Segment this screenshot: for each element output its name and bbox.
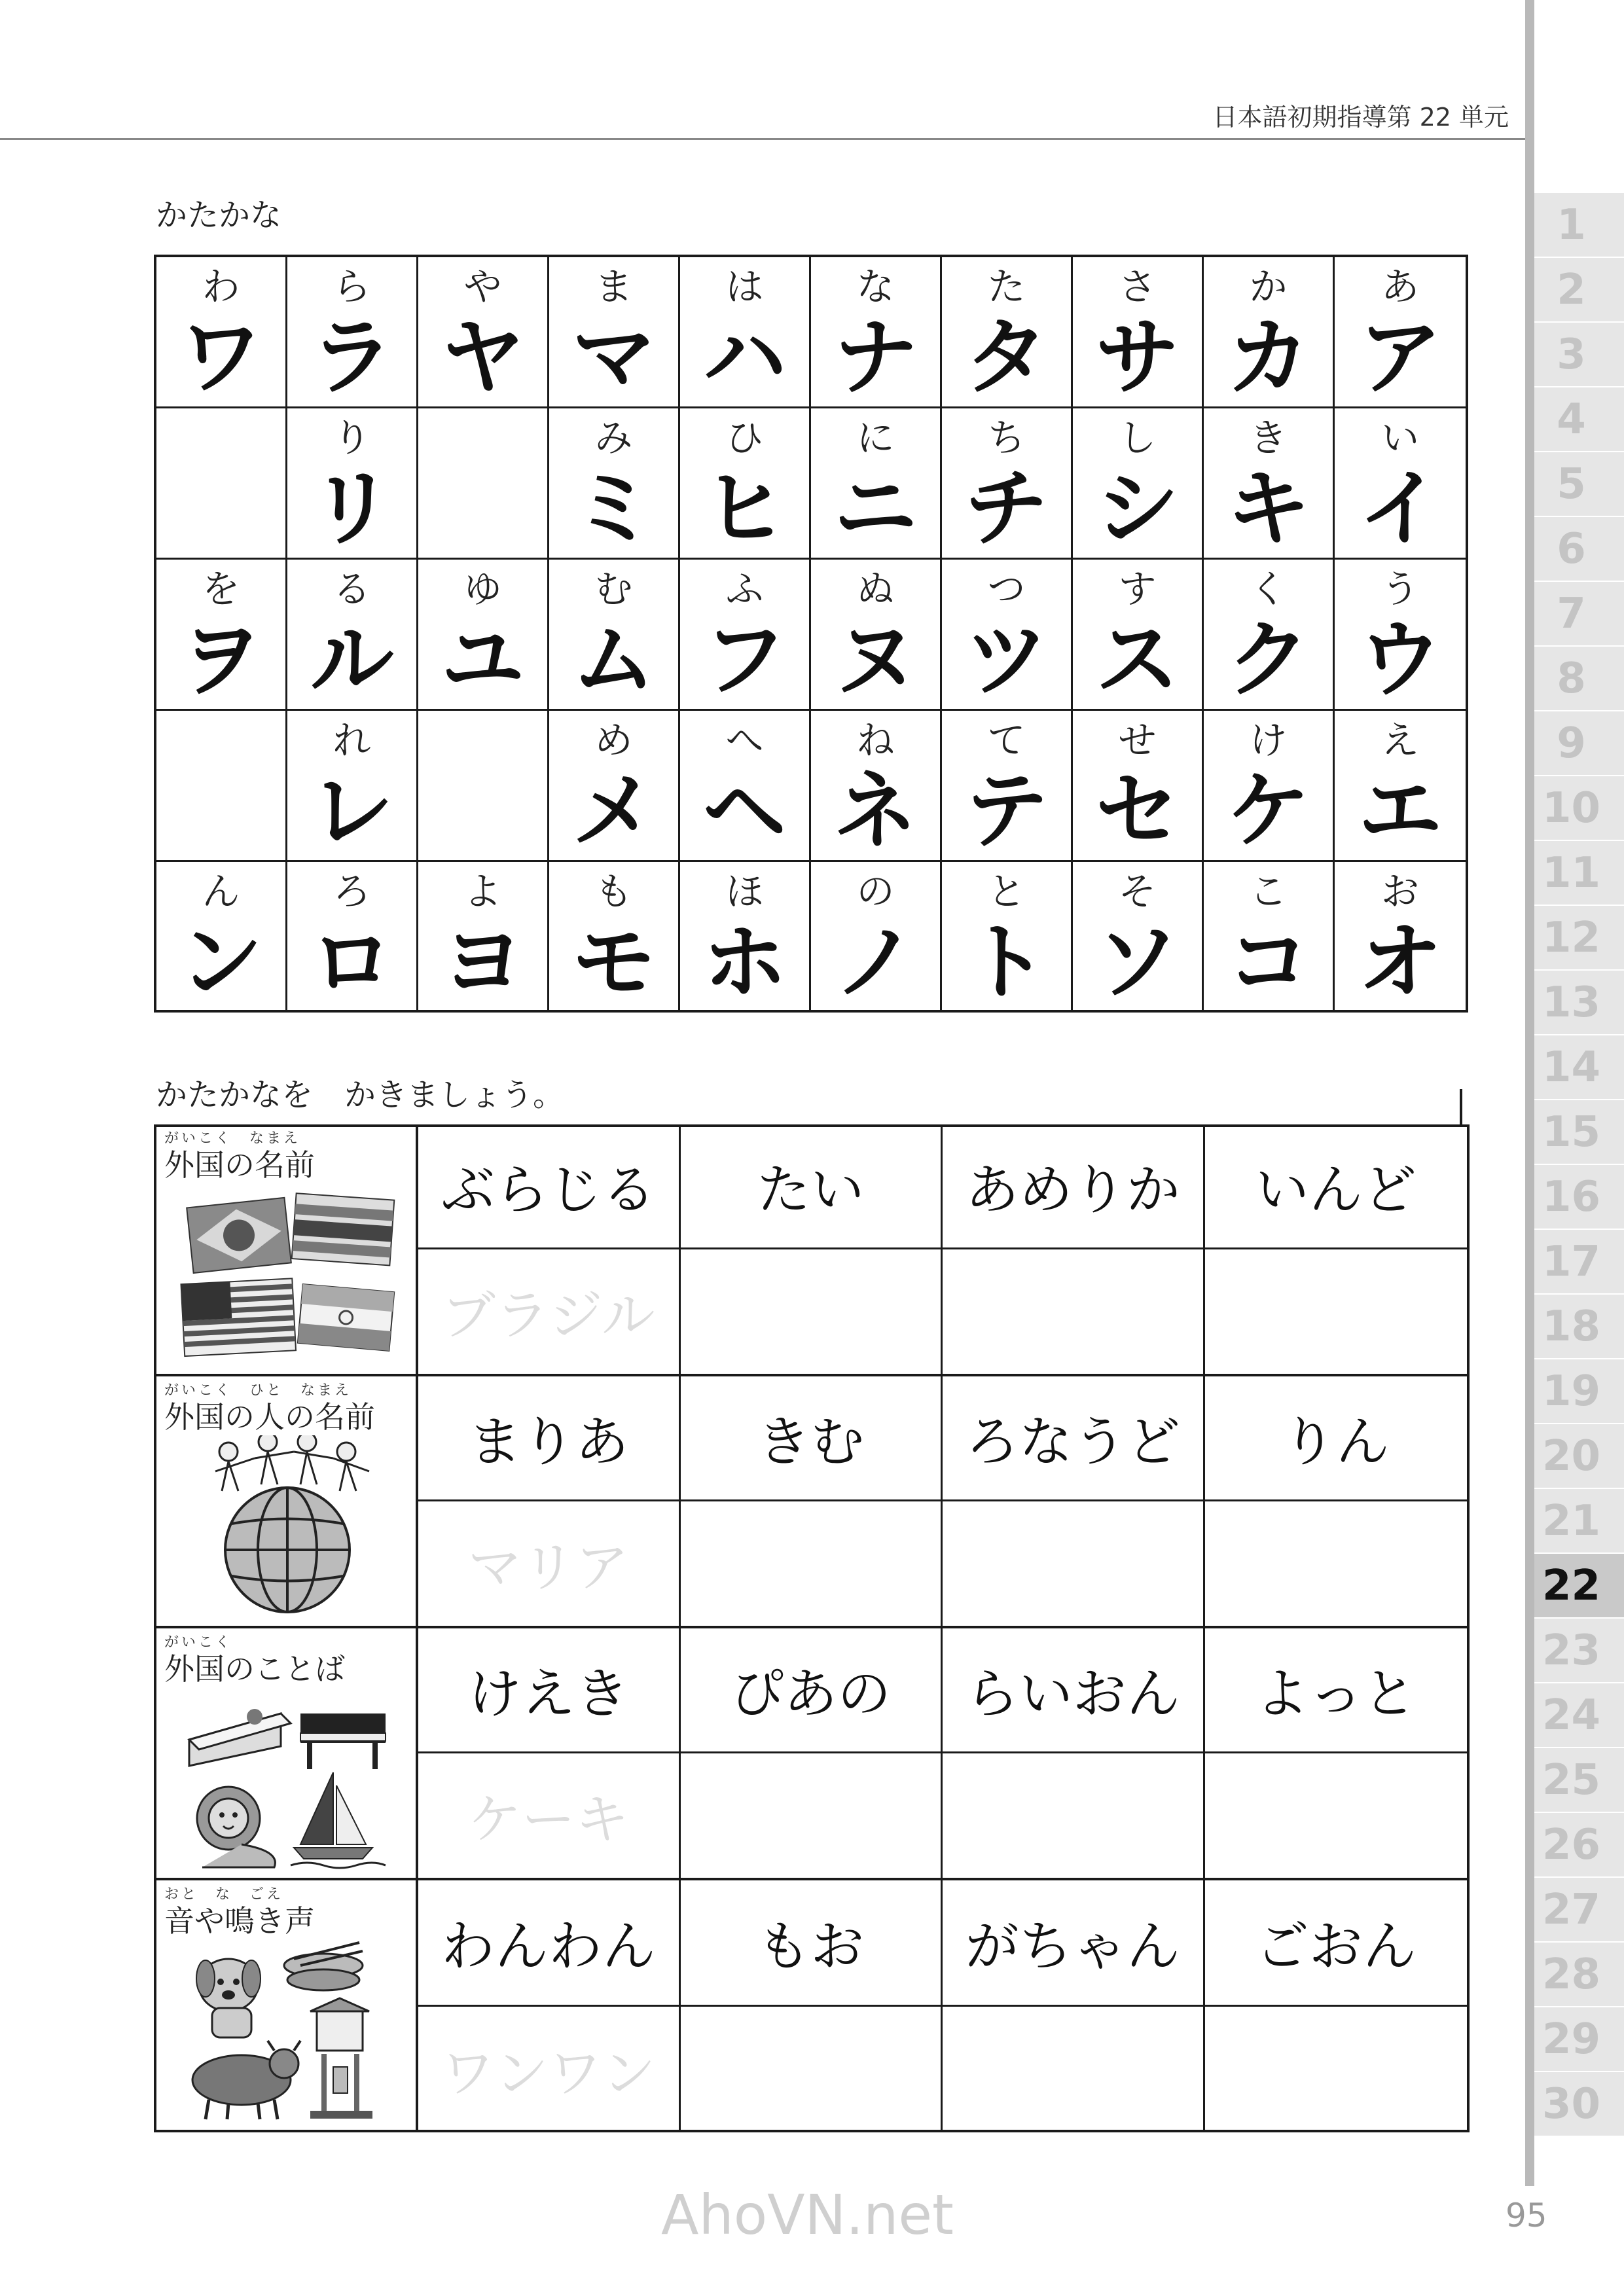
hiragana-word-cell xyxy=(943,1376,1205,1501)
hiragana-label: た xyxy=(987,264,1026,309)
unit-tab-1[interactable]: 1 xyxy=(1534,193,1624,258)
hiragana-label: さ xyxy=(1118,264,1157,309)
kana-cell xyxy=(418,408,549,560)
kana-cell xyxy=(549,408,680,560)
hiragana-word-cell xyxy=(418,1628,681,1753)
katakana-char: ミ xyxy=(571,459,656,558)
kana-cell xyxy=(811,711,942,862)
hiragana-word: がちゃん xyxy=(965,1916,1180,1979)
katakana-char: リ xyxy=(310,459,394,558)
hiragana-word-cell xyxy=(418,1880,681,2007)
kana-cell xyxy=(418,862,549,1011)
hiragana-label: る xyxy=(333,567,371,611)
hiragana-word: いんど xyxy=(1255,1159,1416,1222)
unit-tab-7[interactable]: 7 xyxy=(1534,582,1624,647)
katakana-char: ヨ xyxy=(441,913,525,1011)
category-title: 外国の人の名前 xyxy=(164,1399,375,1435)
unit-tab-17[interactable]: 17 xyxy=(1534,1230,1624,1295)
kana-cell xyxy=(1335,408,1466,560)
kana-cell xyxy=(418,257,549,408)
writing-box[interactable] xyxy=(1205,2007,1468,2133)
katakana-char: ロ xyxy=(310,913,394,1011)
hiragana-label: ぬ xyxy=(856,567,895,611)
katakana-char: ツ xyxy=(964,611,1049,709)
kana-cell xyxy=(156,257,287,408)
hiragana-word: まりあ xyxy=(467,1411,629,1474)
hiragana-word: よっと xyxy=(1255,1663,1416,1726)
katakana-char: ト xyxy=(964,913,1049,1011)
hiragana-label: り xyxy=(333,416,371,460)
hiragana-word: りん xyxy=(1282,1411,1390,1474)
katakana-char: モ xyxy=(571,913,656,1011)
katakana-char: ン xyxy=(179,913,263,1011)
header-rule xyxy=(0,138,1525,140)
hiragana-label: つ xyxy=(987,567,1026,611)
unit-tab-16[interactable]: 16 xyxy=(1534,1165,1624,1230)
hiragana-word-cell xyxy=(681,1880,943,2007)
cake-piano-lion-yacht-illustration xyxy=(176,1687,399,1871)
category-cell xyxy=(156,1124,418,1374)
katakana-char: ア xyxy=(1358,308,1442,406)
hiragana-label: ほ xyxy=(725,869,764,914)
category-cell xyxy=(156,1376,418,1626)
writing-box[interactable] xyxy=(1205,1753,1468,1878)
katakana-char: ヤ xyxy=(441,308,525,406)
hiragana-label: か xyxy=(1249,264,1288,309)
category-title: 音や鳴き声 xyxy=(164,1903,315,1939)
katakana-char: キ xyxy=(1226,459,1310,558)
katakana-char: フ xyxy=(702,611,787,709)
katakana-char: ユ xyxy=(441,611,525,709)
katakana-char: イ xyxy=(1358,459,1442,558)
practice-group xyxy=(156,1124,1467,1376)
trace-example: マリア xyxy=(467,1537,629,1600)
page-number: 95 xyxy=(1506,2197,1547,2234)
unit-tab-20[interactable]: 20 xyxy=(1534,1424,1624,1489)
unit-tab-12[interactable]: 12 xyxy=(1534,906,1624,971)
kana-cell xyxy=(287,560,418,711)
kana-cell xyxy=(156,560,287,711)
unit-tab-6[interactable]: 6 xyxy=(1534,517,1624,582)
unit-tab-22[interactable]: 22 xyxy=(1534,1554,1624,1619)
kana-cell xyxy=(811,257,942,408)
hiragana-label: う xyxy=(1380,567,1419,611)
category-title: 外国の名前 xyxy=(164,1147,315,1183)
unit-tab-15[interactable]: 15 xyxy=(1534,1100,1624,1165)
hiragana-label: し xyxy=(1118,416,1157,460)
hiragana-label: は xyxy=(725,264,764,309)
hiragana-word-cell xyxy=(681,1628,943,1753)
kana-cell xyxy=(1204,560,1335,711)
katakana-char: ハ xyxy=(702,308,787,406)
kana-cell xyxy=(1335,257,1466,408)
kana-cell xyxy=(549,560,680,711)
dog-bowls-cow-bell-illustration xyxy=(176,1939,399,2123)
hiragana-word-cell xyxy=(943,1124,1205,1249)
kana-cell xyxy=(1204,257,1335,408)
writing-box[interactable] xyxy=(681,1753,943,1878)
hiragana-label: ち xyxy=(987,416,1026,460)
unit-tab-28[interactable]: 28 xyxy=(1534,1943,1624,2007)
hiragana-label: こ xyxy=(1249,869,1288,914)
writing-box[interactable] xyxy=(418,1501,681,1626)
hiragana-label: あ xyxy=(1380,264,1419,309)
hiragana-word-cell xyxy=(943,1880,1205,2007)
kana-cell xyxy=(680,711,811,862)
unit-tab-14[interactable]: 14 xyxy=(1534,1035,1624,1100)
hiragana-word: あめりか xyxy=(965,1159,1180,1222)
kana-cell xyxy=(549,711,680,862)
hiragana-word: ぶらじる xyxy=(441,1159,656,1222)
katakana-char: ソ xyxy=(1095,913,1180,1011)
kana-cell xyxy=(680,862,811,1011)
practice-group xyxy=(156,1376,1467,1628)
kana-cell xyxy=(156,711,287,862)
unit-tab-4[interactable]: 4 xyxy=(1534,387,1624,452)
writing-box[interactable] xyxy=(418,2007,681,2133)
unit-tab-23[interactable]: 23 xyxy=(1534,1619,1624,1683)
katakana-char: カ xyxy=(1226,308,1310,406)
katakana-char: ヒ xyxy=(702,459,787,558)
hiragana-word: けえき xyxy=(467,1663,629,1726)
hiragana-label: み xyxy=(594,416,633,460)
kana-cell xyxy=(1073,408,1204,560)
unit-tab-3[interactable]: 3 xyxy=(1534,323,1624,387)
kana-cell xyxy=(811,560,942,711)
hiragana-word: ぴあの xyxy=(730,1663,892,1726)
flags-illustration xyxy=(176,1183,399,1367)
katakana-char: ヲ xyxy=(179,611,263,709)
kana-cell xyxy=(1335,560,1466,711)
practice-group xyxy=(156,1628,1467,1880)
unit-tab-26[interactable]: 26 xyxy=(1534,1813,1624,1878)
hiragana-word: ごおん xyxy=(1255,1916,1416,1979)
hiragana-label: ま xyxy=(594,264,633,309)
hiragana-label: き xyxy=(1249,416,1288,460)
hiragana-label: な xyxy=(856,264,895,309)
katakana-char: タ xyxy=(964,308,1049,406)
kana-cell xyxy=(1335,862,1466,1011)
katakana-char: エ xyxy=(1358,762,1442,860)
katakana-char: ワ xyxy=(179,308,263,406)
globe-people-illustration xyxy=(176,1435,399,1619)
katakana-char: ノ xyxy=(833,913,918,1011)
writing-box[interactable] xyxy=(681,1501,943,1626)
hiragana-label: え xyxy=(1380,718,1419,762)
katakana-char: マ xyxy=(571,308,656,406)
hiragana-label: へ xyxy=(725,718,764,762)
section-title-katakana: かたかな xyxy=(156,197,282,234)
unit-tab-29[interactable]: 29 xyxy=(1534,2007,1624,2072)
unit-tab-27[interactable]: 27 xyxy=(1534,1878,1624,1943)
hiragana-word: らいおん xyxy=(965,1663,1180,1726)
kana-cell xyxy=(942,408,1073,560)
writing-box[interactable] xyxy=(418,1249,681,1374)
table-edge-tick xyxy=(1460,1089,1462,1126)
kana-cell xyxy=(1335,711,1466,862)
kana-cell xyxy=(418,711,549,862)
hiragana-label: そ xyxy=(1118,869,1157,914)
hiragana-word: きむ xyxy=(757,1411,865,1474)
writing-box[interactable] xyxy=(943,1753,1205,1878)
writing-box[interactable] xyxy=(943,1501,1205,1626)
hiragana-label: け xyxy=(1249,718,1288,762)
word-grid xyxy=(418,1628,1467,1878)
hiragana-label: ね xyxy=(856,718,895,762)
hiragana-word-cell xyxy=(943,1628,1205,1753)
hiragana-label: わ xyxy=(202,264,240,309)
hiragana-word: ろなうど xyxy=(965,1411,1180,1474)
hiragana-word-cell xyxy=(1205,1124,1468,1249)
hiragana-label: い xyxy=(1380,416,1419,460)
kana-cell xyxy=(1073,862,1204,1011)
hiragana-label: く xyxy=(1249,567,1288,611)
unit-tab-9[interactable]: 9 xyxy=(1534,711,1624,776)
kana-cell xyxy=(680,408,811,560)
unit-tab-8[interactable]: 8 xyxy=(1534,647,1624,711)
hiragana-word: たい xyxy=(757,1159,865,1222)
unit-tab-10[interactable]: 10 xyxy=(1534,776,1624,841)
unit-tab-19[interactable]: 19 xyxy=(1534,1359,1624,1424)
katakana-char: ウ xyxy=(1358,611,1442,709)
hiragana-word-cell xyxy=(1205,1628,1468,1753)
hiragana-label: ら xyxy=(333,264,371,309)
category-furigana: がいこく ひと なまえ xyxy=(164,1382,352,1399)
katakana-char: ス xyxy=(1095,611,1180,709)
katakana-char: ル xyxy=(310,611,394,709)
katakana-char: チ xyxy=(964,459,1049,558)
category-cell xyxy=(156,1880,418,2132)
hiragana-label: ふ xyxy=(725,567,764,611)
category-cell xyxy=(156,1628,418,1878)
unit-tab-25[interactable]: 25 xyxy=(1534,1748,1624,1813)
kana-cell xyxy=(156,408,287,560)
writing-box[interactable] xyxy=(681,2007,943,2133)
section-title-practice: かたかなを かきましょう。 xyxy=(156,1077,565,1113)
unit-tab-24[interactable]: 24 xyxy=(1534,1683,1624,1748)
kana-cell xyxy=(549,862,680,1011)
hiragana-label: の xyxy=(856,869,895,914)
practice-table xyxy=(154,1124,1470,2132)
unit-tab-18[interactable]: 18 xyxy=(1534,1295,1624,1359)
hiragana-label: に xyxy=(856,416,895,460)
katakana-char: ヘ xyxy=(702,762,787,860)
hiragana-label: め xyxy=(594,718,633,762)
kana-cell xyxy=(287,711,418,862)
hiragana-label: を xyxy=(202,567,240,611)
writing-box[interactable] xyxy=(1205,1501,1468,1626)
kana-cell xyxy=(287,408,418,560)
hiragana-word-cell xyxy=(418,1376,681,1501)
hiragana-label: ろ xyxy=(333,869,371,914)
kana-cell xyxy=(1204,862,1335,1011)
watermark: AhoVN.net xyxy=(661,2183,954,2247)
hiragana-label: ん xyxy=(202,869,240,914)
kana-cell xyxy=(811,408,942,560)
writing-box[interactable] xyxy=(1205,1249,1468,1374)
hiragana-label: む xyxy=(594,567,633,611)
kana-cell xyxy=(418,560,549,711)
katakana-char: セ xyxy=(1095,762,1180,860)
hiragana-word-cell xyxy=(681,1124,943,1249)
category-title: 外国のことば xyxy=(164,1651,345,1687)
writing-box[interactable] xyxy=(418,1753,681,1878)
katakana-char: コ xyxy=(1226,913,1310,1011)
katakana-char: テ xyxy=(964,762,1049,860)
kana-cell xyxy=(942,862,1073,1011)
katakana-char: ホ xyxy=(702,913,787,1011)
hiragana-word: もお xyxy=(757,1916,865,1979)
word-grid xyxy=(418,1376,1467,1626)
katakana-char: シ xyxy=(1095,459,1180,558)
word-grid xyxy=(418,1124,1467,1374)
kana-cell xyxy=(1204,408,1335,560)
hiragana-label: や xyxy=(463,264,502,309)
katakana-char: ラ xyxy=(310,308,394,406)
katakana-char: ケ xyxy=(1226,762,1310,860)
hiragana-label: も xyxy=(594,869,633,914)
unit-tab-21[interactable]: 21 xyxy=(1534,1489,1624,1554)
unit-tab-30[interactable]: 30 xyxy=(1534,2072,1624,2137)
hiragana-word: わんわん xyxy=(441,1916,656,1979)
writing-box[interactable] xyxy=(681,1249,943,1374)
unit-tabs xyxy=(1534,193,1624,2137)
katakana-char: ネ xyxy=(833,762,918,860)
writing-box[interactable] xyxy=(943,2007,1205,2133)
unit-tab-5[interactable]: 5 xyxy=(1534,452,1624,517)
category-furigana: がいこく なまえ xyxy=(164,1130,301,1147)
katakana-char: ク xyxy=(1226,611,1310,709)
katakana-char: ニ xyxy=(833,459,918,558)
kana-cell xyxy=(1073,560,1204,711)
kana-cell xyxy=(942,257,1073,408)
katakana-char: ナ xyxy=(833,308,918,406)
category-furigana: がいこく xyxy=(164,1634,233,1651)
kana-cell xyxy=(942,711,1073,862)
kana-cell xyxy=(680,560,811,711)
unit-tab-13[interactable]: 13 xyxy=(1534,971,1624,1035)
unit-tab-2[interactable]: 2 xyxy=(1534,258,1624,323)
kana-cell xyxy=(287,257,418,408)
kana-cell xyxy=(942,560,1073,711)
katakana-char: サ xyxy=(1095,308,1180,406)
unit-tab-11[interactable]: 11 xyxy=(1534,841,1624,906)
hiragana-word-cell xyxy=(1205,1376,1468,1501)
kana-cell xyxy=(811,862,942,1011)
hiragana-label: お xyxy=(1380,869,1419,914)
side-bar xyxy=(1525,0,1534,2186)
kana-cell xyxy=(680,257,811,408)
katakana-char: ヌ xyxy=(833,611,918,709)
katakana-char: オ xyxy=(1358,913,1442,1011)
kana-cell xyxy=(1204,711,1335,862)
hiragana-label: よ xyxy=(463,869,502,914)
practice-group xyxy=(156,1880,1467,2132)
category-furigana: おと な ごえ xyxy=(164,1886,284,1903)
trace-example: ケーキ xyxy=(467,1789,629,1852)
hiragana-label: て xyxy=(987,718,1026,762)
kana-cell xyxy=(549,257,680,408)
hiragana-label: れ xyxy=(333,718,371,762)
hiragana-label: す xyxy=(1118,567,1157,611)
header-title: 日本語初期指導第 22 単元 xyxy=(1212,103,1509,132)
kana-cell xyxy=(156,862,287,1011)
hiragana-label: ゆ xyxy=(463,567,502,611)
hiragana-word-cell xyxy=(1205,1880,1468,2007)
hiragana-label: せ xyxy=(1118,718,1157,762)
hiragana-word-cell xyxy=(681,1376,943,1501)
hiragana-label: ひ xyxy=(725,416,764,460)
kana-cell xyxy=(287,862,418,1011)
word-grid xyxy=(418,1880,1467,2132)
katakana-char: ム xyxy=(571,611,656,709)
kana-cell xyxy=(1073,711,1204,862)
hiragana-label: と xyxy=(987,869,1026,914)
katakana-char: メ xyxy=(571,762,656,860)
writing-box[interactable] xyxy=(943,1249,1205,1374)
kana-cell xyxy=(1073,257,1204,408)
hiragana-word-cell xyxy=(418,1124,681,1249)
katakana-chart xyxy=(154,255,1468,1013)
katakana-char: レ xyxy=(310,762,394,860)
trace-example: ワンワン xyxy=(441,2043,656,2106)
trace-example: ブラジル xyxy=(441,1285,655,1348)
